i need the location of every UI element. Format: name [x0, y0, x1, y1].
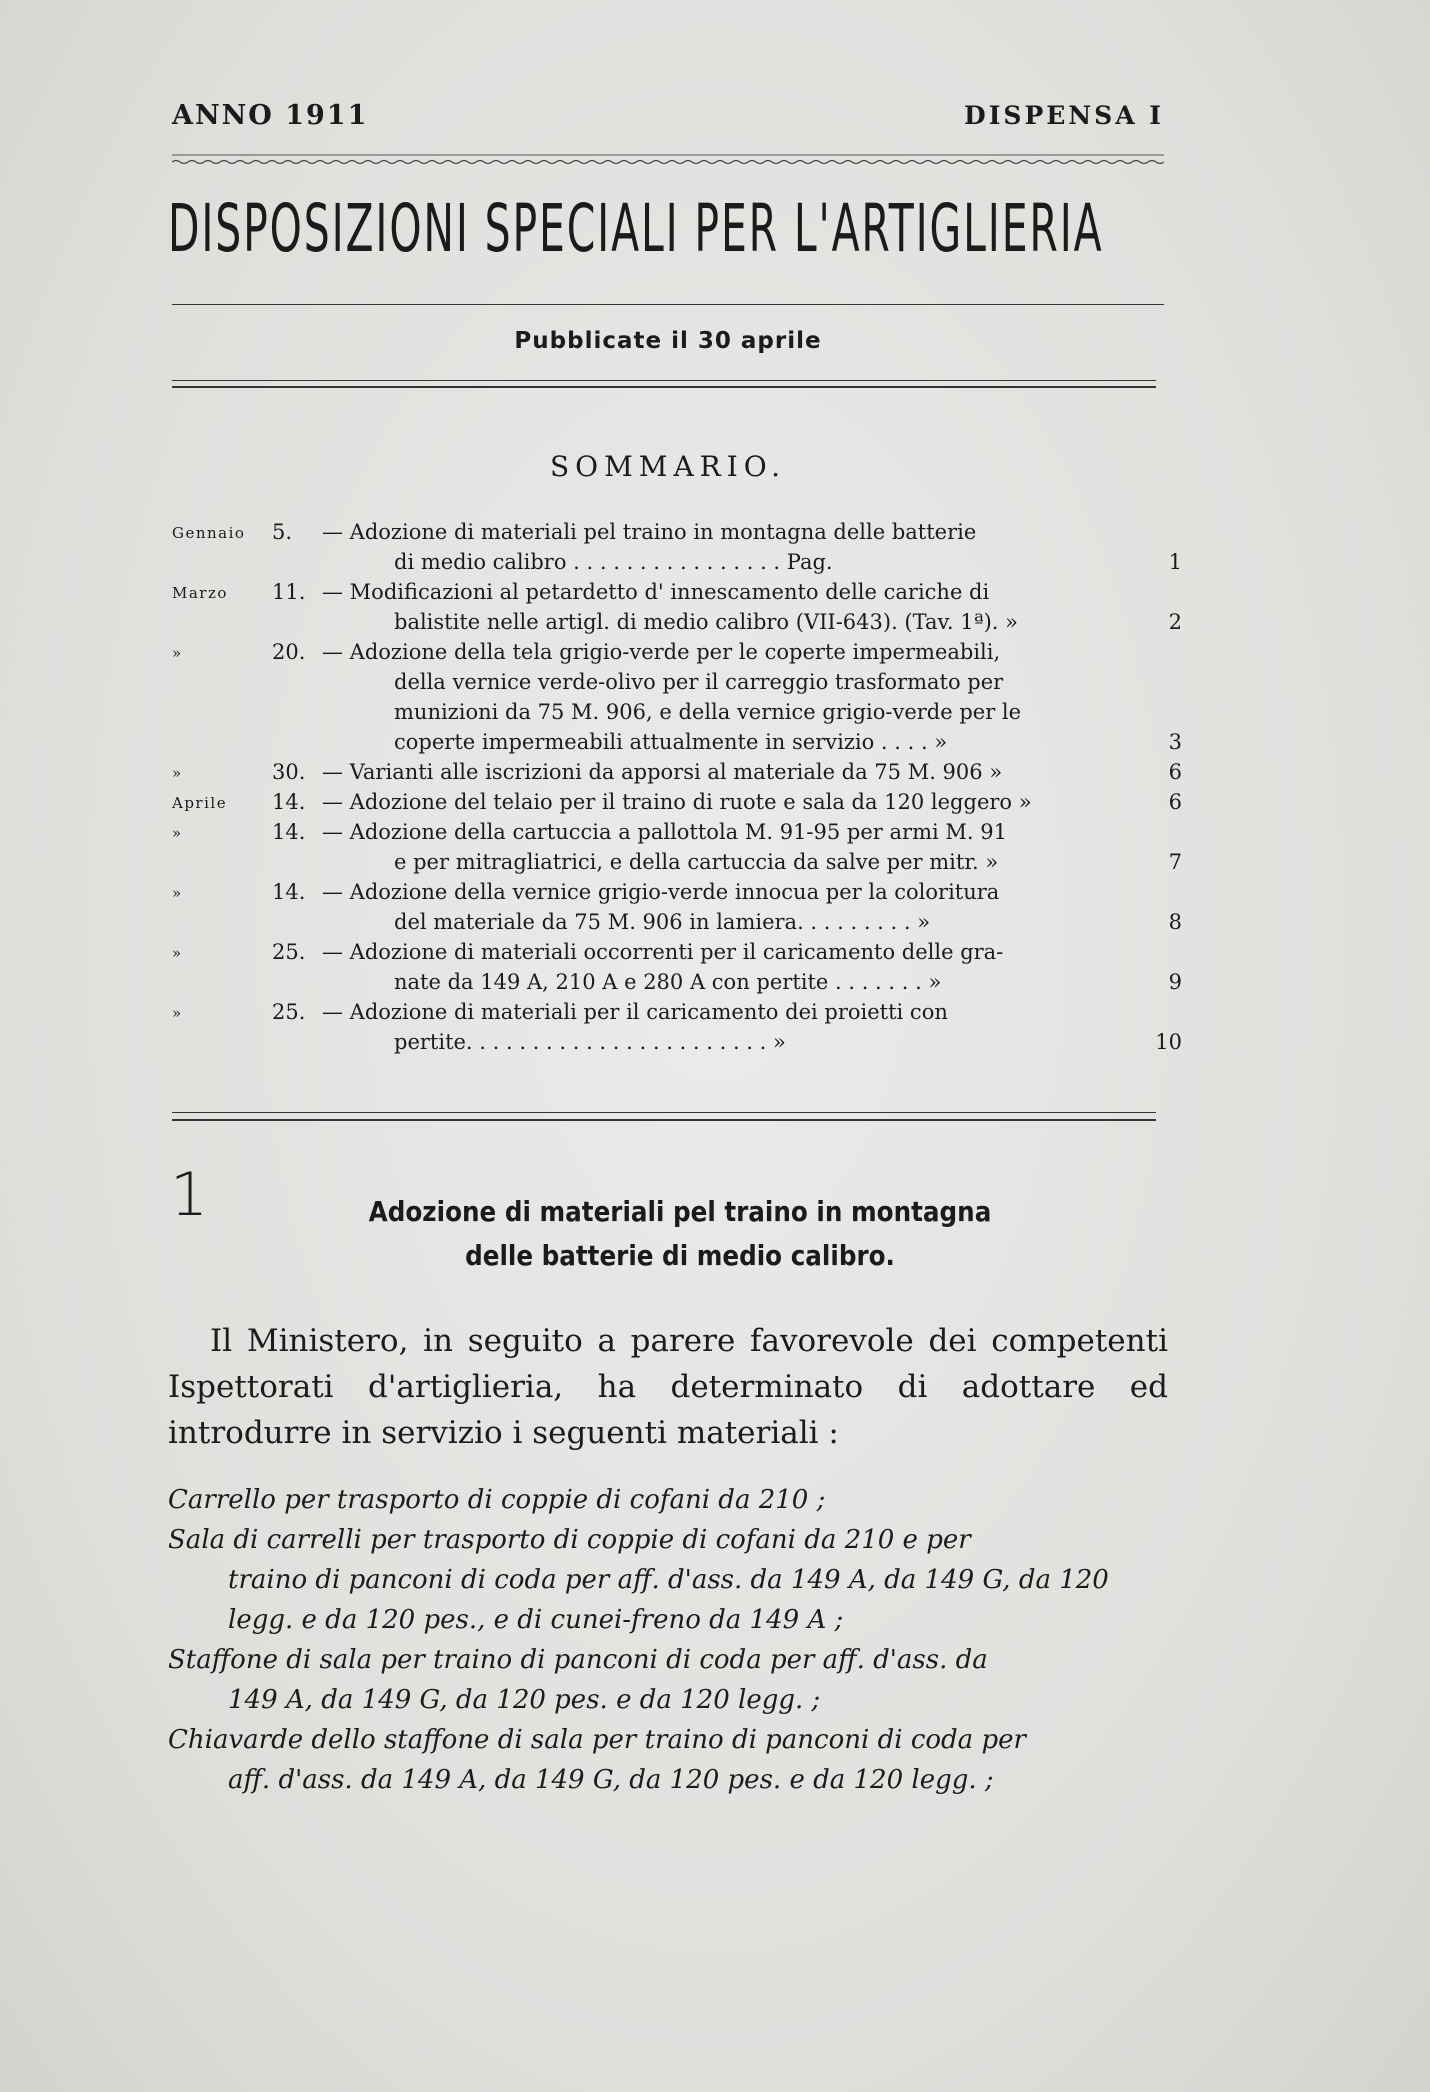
toc-line	[172, 970, 1182, 1000]
material-item-first-line: Chiavarde dello staffone di sala per traino di panconi di coda per	[168, 1725, 1026, 1755]
toc-entry-text: — Adozione della vernice grigio-verde innocua per la coloritura	[322, 880, 1000, 904]
toc-entry-continuation: munizioni da 75 M. 906, e della vernice grigio-verde per le	[394, 700, 1022, 724]
toc-day: 5.	[272, 520, 293, 544]
toc-line	[172, 910, 1182, 940]
toc-entry-continuation: di medio calibro . . . . . . . . . . . . . . . . Pag.	[394, 550, 833, 574]
toc-line	[172, 670, 1172, 700]
material-item-continuation: traino di panconi di coda per aff. d'ass. da 149 A, da 149 G, da 120 legg. e da 120 pes., e di cunei-freno da 149 A ;	[228, 1565, 1109, 1635]
subtitle: Pubblicate il 30 aprile	[514, 328, 822, 354]
material-item	[168, 1720, 1168, 1800]
double-rule-top-1	[172, 380, 1156, 381]
toc-page-number: 9	[1168, 970, 1182, 994]
toc-page-number: 6	[1168, 760, 1182, 784]
toc-entry-text: — Varianti alle iscrizioni da apporsi al materiale da 75 M. 906 »	[322, 760, 1003, 784]
material-item	[168, 1640, 1168, 1720]
toc-page-number: 8	[1168, 910, 1182, 934]
toc-entry-continuation: nate da 149 A, 210 A e 280 A con pertite . . . . . . . »	[394, 970, 942, 994]
toc-entry-text: — Adozione di materiali per il caricamento dei proietti con	[322, 1000, 948, 1024]
dispensa-label: DISPENSA I	[964, 101, 1164, 130]
double-rule-top-2	[172, 386, 1156, 388]
toc-entry-text: — Modificazioni al petardetto d' innescamento delle cariche di	[322, 580, 990, 604]
toc-line	[172, 880, 1172, 910]
toc-line	[172, 1030, 1182, 1060]
toc-line	[172, 640, 1172, 670]
toc-day: 14.	[272, 790, 306, 814]
title-rule	[172, 304, 1164, 305]
materials-list	[168, 1480, 1168, 1800]
toc-entry-text: — Adozione di materiali occorrenti per il caricamento delle gra-	[322, 940, 1004, 964]
toc-entry-continuation: pertite. . . . . . . . . . . . . . . . . . . . . . . »	[394, 1030, 786, 1054]
toc-page-number: 1	[1168, 550, 1182, 574]
toc-entry-text: — Adozione della cartuccia a pallottola M. 91-95 per armi M. 91	[322, 820, 1007, 844]
material-item-first-line: Carrello per trasporto di coppie di cofani da 210 ;	[168, 1485, 826, 1515]
toc-page-number: 3	[1168, 730, 1182, 754]
toc-day: 14.	[272, 820, 306, 844]
toc-line	[172, 610, 1182, 640]
main-title: DISPOSIZIONI SPECIALI PER L'ARTIGLIERIA	[168, 190, 1104, 267]
toc-page-number: 7	[1168, 850, 1182, 874]
toc-day: 25.	[272, 1000, 306, 1024]
toc-line	[172, 730, 1182, 760]
toc-line	[172, 940, 1172, 970]
wavy-rule	[172, 152, 1164, 168]
toc-entry-continuation: della vernice verde-olivo per il carreggio trasformato per	[394, 670, 1004, 694]
toc-line	[172, 520, 1172, 550]
material-item-first-line: Sala di carrelli per trasporto di coppie di cofani da 210 e per	[168, 1525, 971, 1555]
toc-line	[172, 550, 1182, 580]
toc-page-number: 6	[1168, 790, 1182, 814]
double-rule-mid-1	[172, 1112, 1156, 1113]
article-body-text: Il Ministero, in seguito a parere favorevole dei competenti Ispettorati d'artiglieria, ha determinato di adottare ed introdurre in servizio i seguenti materiali :	[168, 1323, 1168, 1451]
toc-line	[172, 760, 1182, 790]
toc-day: 11.	[272, 580, 306, 604]
material-item-first-line: Staffone di sala per traino di panconi di coda per aff. d'ass. da	[168, 1645, 988, 1675]
toc-line	[172, 580, 1172, 610]
toc-month: »	[172, 944, 183, 962]
double-rule-mid-2	[172, 1119, 1156, 1121]
toc-entry-continuation: e per mitragliatrici, e della cartuccia da salve per mitr. »	[394, 850, 999, 874]
toc-month: »	[172, 1004, 183, 1022]
toc-day: 14.	[272, 880, 306, 904]
toc-entry-continuation: del materiale da 75 M. 906 in lamiera. . . . . . . . . »	[394, 910, 931, 934]
article-title	[293, 1190, 1067, 1278]
material-item-continuation: aff. d'ass. da 149 A, da 149 G, da 120 pes. e da 120 legg. ;	[228, 1765, 994, 1795]
toc-day: 20.	[272, 640, 306, 664]
toc-month: »	[172, 824, 183, 842]
sommario-heading: SOMMARIO.	[549, 450, 787, 483]
toc-line	[172, 820, 1172, 850]
toc-month: Gennaio	[172, 524, 246, 542]
toc-entry-text: — Adozione di materiali pel traino in montagna delle batterie	[322, 520, 977, 544]
toc-month: »	[172, 764, 183, 782]
toc-page-number: 10	[1155, 1030, 1182, 1054]
toc-line	[172, 1000, 1172, 1030]
toc-page-number: 2	[1168, 610, 1182, 634]
article-number: 1	[170, 1160, 209, 1230]
toc-month: »	[172, 884, 183, 902]
material-item-continuation: 149 A, da 149 G, da 120 pes. e da 120 legg. ;	[228, 1685, 821, 1715]
article-body	[168, 1318, 1168, 1456]
toc-entry-text: — Adozione del telaio per il traino di ruote e sala da 120 leggero »	[322, 790, 1032, 814]
toc-line	[172, 700, 1172, 730]
toc-month: Aprile	[172, 794, 228, 812]
article-title-line-2: delle batterie di medio calibro.	[465, 1239, 895, 1272]
toc-day: 25.	[272, 940, 306, 964]
toc-month: »	[172, 644, 183, 662]
toc-line	[172, 790, 1182, 820]
material-item	[168, 1480, 1168, 1520]
toc-entry-continuation: coperte impermeabili attualmente in servizio . . . . »	[394, 730, 948, 754]
toc-line	[172, 850, 1182, 880]
toc-month: Marzo	[172, 584, 228, 602]
header-row	[172, 100, 1164, 140]
toc-entry-continuation: balistite nelle artigl. di medio calibro (VII-643). (Tav. 1ª). »	[394, 610, 1018, 634]
material-item	[168, 1520, 1168, 1640]
toc-day: 30.	[272, 760, 306, 784]
toc-entry-text: — Adozione della tela grigio-verde per le coperte impermeabili,	[322, 640, 1001, 664]
year-label: ANNO 1911	[172, 100, 369, 131]
article-title-line-1: Adozione di materiali pel traino in montagna	[368, 1195, 992, 1228]
